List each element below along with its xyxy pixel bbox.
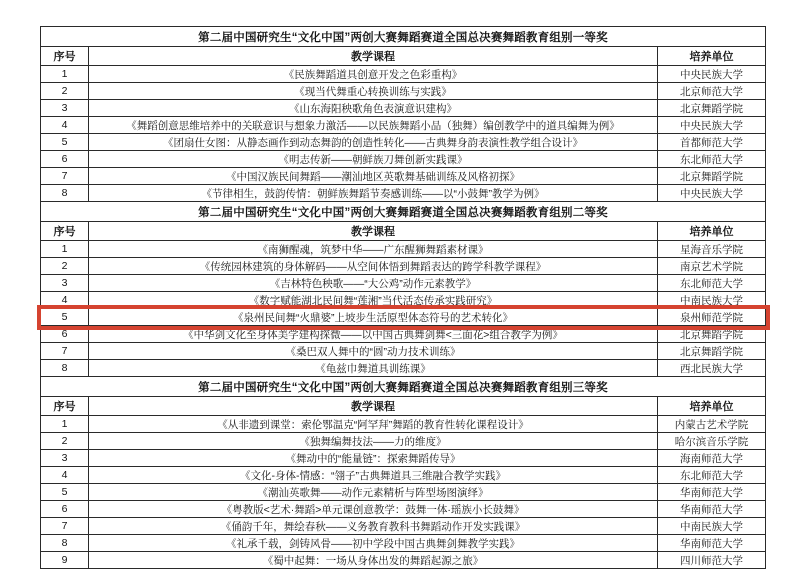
table-row	[41, 168, 766, 185]
table-row	[41, 484, 766, 501]
cell-index: 9	[41, 552, 89, 569]
cell-index: 1	[41, 416, 89, 433]
cell-unit: 华南师范大学	[657, 484, 765, 501]
cell-course: 《文化-身体-情感：“翎子”古典舞道具三维融合教学实践》	[89, 467, 658, 484]
cell-course: 《数字赋能湖北民间舞“莲湘”当代活态传承实践研究》	[89, 292, 658, 309]
second-prize-table	[40, 201, 766, 377]
cell-unit: 北京舞蹈学院	[657, 343, 765, 360]
column-header-unit: 培养单位	[657, 397, 765, 416]
table-row	[41, 467, 766, 484]
awards-document	[40, 26, 766, 569]
cell-index: 5	[41, 484, 89, 501]
table-row	[41, 360, 766, 377]
column-header-course: 教学课程	[89, 222, 658, 241]
cell-index: 2	[41, 258, 89, 275]
table-row	[41, 326, 766, 343]
table-title: 第二届中国研究生“文化中国”两创大赛舞蹈赛道全国总决赛舞蹈教育组别二等奖	[41, 202, 766, 222]
cell-unit: 中南民族大学	[657, 292, 765, 309]
cell-unit: 华南师范大学	[657, 501, 765, 518]
cell-unit: 海南师范大学	[657, 450, 765, 467]
cell-unit: 中央民族大学	[657, 66, 765, 83]
table-row	[41, 185, 766, 202]
table-row	[41, 433, 766, 450]
column-header-index: 序号	[41, 47, 89, 66]
cell-unit: 北京舞蹈学院	[657, 168, 765, 185]
cell-index: 7	[41, 518, 89, 535]
cell-unit: 北京舞蹈学院	[657, 326, 765, 343]
cell-course: 《潮汕英歌舞——动作元素精析与阵型场图演绎》	[89, 484, 658, 501]
cell-course: 《南狮醒魂，筑梦中华——广东醒狮舞蹈素材课》	[89, 241, 658, 258]
cell-index: 4	[41, 117, 89, 134]
column-header-course: 教学课程	[89, 397, 658, 416]
cell-unit: 中央民族大学	[657, 185, 765, 202]
cell-course: 《龟兹巾舞道具训练课》	[89, 360, 658, 377]
table-row	[41, 343, 766, 360]
table-row	[41, 416, 766, 433]
table-row	[41, 535, 766, 552]
cell-index: 8	[41, 535, 89, 552]
table-row	[41, 292, 766, 309]
cell-course: 《节律相生，鼓韵传情：朝鲜族舞蹈节奏感训练——以“小鼓舞”教学为例》	[89, 185, 658, 202]
cell-course: 《独舞编舞技法——力的维度》	[89, 433, 658, 450]
cell-course: 《舞蹈创意思维培养中的关联意识与想象力激活——以民族舞蹈小品（独舞）编创教学中的道具编舞为例》	[89, 117, 658, 134]
cell-unit: 内蒙古艺术学院	[657, 416, 765, 433]
cell-index: 2	[41, 433, 89, 450]
cell-unit: 四川师范大学	[657, 552, 765, 569]
cell-unit: 南京艺术学院	[657, 258, 765, 275]
cell-course: 《山东海阳秧歌角色表演意识建构》	[89, 100, 658, 117]
cell-course: 《现当代舞重心转换训练与实践》	[89, 83, 658, 100]
table-row	[41, 66, 766, 83]
table-row	[41, 518, 766, 535]
table-row	[41, 258, 766, 275]
column-header-index: 序号	[41, 222, 89, 241]
cell-index: 4	[41, 292, 89, 309]
table-row	[41, 134, 766, 151]
cell-unit: 华南师范大学	[657, 535, 765, 552]
cell-course: 《明志传新——朝鲜族刀舞创新实践课》	[89, 151, 658, 168]
table-title: 第二届中国研究生“文化中国”两创大赛舞蹈赛道全国总决赛舞蹈教育组别一等奖	[41, 27, 766, 47]
cell-course: 《泉州民间舞“火鼎婆”上坡步生活原型体态符号的艺术转化》	[89, 309, 658, 326]
cell-index: 3	[41, 275, 89, 292]
table-title-row	[41, 377, 766, 397]
cell-course: 《传统园林建筑的身体解码——从空间体悟到舞蹈表达的跨学科教学课程》	[89, 258, 658, 275]
cell-unit: 星海音乐学院	[657, 241, 765, 258]
cell-index: 5	[41, 309, 89, 326]
highlighted-table-row	[41, 309, 766, 326]
cell-index: 5	[41, 134, 89, 151]
third-prize-table	[40, 376, 766, 569]
table-row	[41, 501, 766, 518]
column-header-unit: 培养单位	[657, 47, 765, 66]
cell-index: 8	[41, 360, 89, 377]
cell-course: 《蜀中起舞：一场从身体出发的舞蹈起源之旅》	[89, 552, 658, 569]
cell-index: 1	[41, 241, 89, 258]
cell-unit: 首都师范大学	[657, 134, 765, 151]
cell-course: 《俑韵千年，舞绘春秋——义务教育教科书舞蹈动作开发实践课》	[89, 518, 658, 535]
table-title: 第二届中国研究生“文化中国”两创大赛舞蹈赛道全国总决赛舞蹈教育组别三等奖	[41, 377, 766, 397]
table-header-row	[41, 47, 766, 66]
cell-unit: 东北师范大学	[657, 151, 765, 168]
cell-unit: 中央民族大学	[657, 117, 765, 134]
table-row	[41, 552, 766, 569]
cell-index: 2	[41, 83, 89, 100]
cell-index: 8	[41, 185, 89, 202]
cell-unit: 哈尔滨音乐学院	[657, 433, 765, 450]
first-prize-section	[40, 26, 766, 202]
third-prize-section	[40, 376, 766, 569]
cell-unit: 西北民族大学	[657, 360, 765, 377]
column-header-course: 教学课程	[89, 47, 658, 66]
cell-index: 6	[41, 151, 89, 168]
cell-course: 《桑巴双人舞中的“圆”动力技术训练》	[89, 343, 658, 360]
table-row	[41, 83, 766, 100]
column-header-index: 序号	[41, 397, 89, 416]
cell-index: 3	[41, 450, 89, 467]
table-row	[41, 241, 766, 258]
cell-unit: 北京师范大学	[657, 83, 765, 100]
table-row	[41, 450, 766, 467]
cell-unit: 东北师范大学	[657, 275, 765, 292]
cell-unit: 东北师范大学	[657, 467, 765, 484]
cell-course: 《中华剑文化至身体美学建构探微——以中国古典舞剑舞<三面花>组合教学为例》	[89, 326, 658, 343]
cell-index: 6	[41, 501, 89, 518]
table-row	[41, 117, 766, 134]
second-prize-section	[40, 201, 766, 377]
column-header-unit: 培养单位	[657, 222, 765, 241]
table-title-row	[41, 202, 766, 222]
table-header-row	[41, 222, 766, 241]
cell-index: 7	[41, 343, 89, 360]
cell-course: 《从非遗到课堂：索伦鄂温克“阿罕拜”舞蹈的教育性转化课程设计》	[89, 416, 658, 433]
cell-index: 1	[41, 66, 89, 83]
cell-index: 6	[41, 326, 89, 343]
cell-unit: 北京舞蹈学院	[657, 100, 765, 117]
table-row	[41, 151, 766, 168]
cell-course: 《中国汉族民间舞蹈——潮汕地区英歌舞基础训练及风格初探》	[89, 168, 658, 185]
cell-course: 《粤教版<艺术·舞蹈>单元课创意教学：鼓舞一体·瑶族小长鼓舞》	[89, 501, 658, 518]
cell-course: 《吉林特色秧歌——“大公鸡”动作元素教学》	[89, 275, 658, 292]
cell-course: 《舞动中的“能量链”：探索舞蹈传导》	[89, 450, 658, 467]
table-row	[41, 275, 766, 292]
cell-unit: 中南民族大学	[657, 518, 765, 535]
cell-index: 3	[41, 100, 89, 117]
cell-unit: 泉州师范学院	[657, 309, 765, 326]
table-title-row	[41, 27, 766, 47]
cell-index: 7	[41, 168, 89, 185]
cell-course: 《团扇仕女图：从静态画作到动态舞韵的创造性转化——古典舞身韵表演性教学组合设计》	[89, 134, 658, 151]
table-header-row	[41, 397, 766, 416]
cell-course: 《礼承千载，剑铸风骨——初中学段中国古典舞剑舞教学实践》	[89, 535, 658, 552]
table-row	[41, 100, 766, 117]
cell-course: 《民族舞蹈道具创意开发之色彩重构》	[89, 66, 658, 83]
cell-index: 4	[41, 467, 89, 484]
first-prize-table	[40, 26, 766, 202]
